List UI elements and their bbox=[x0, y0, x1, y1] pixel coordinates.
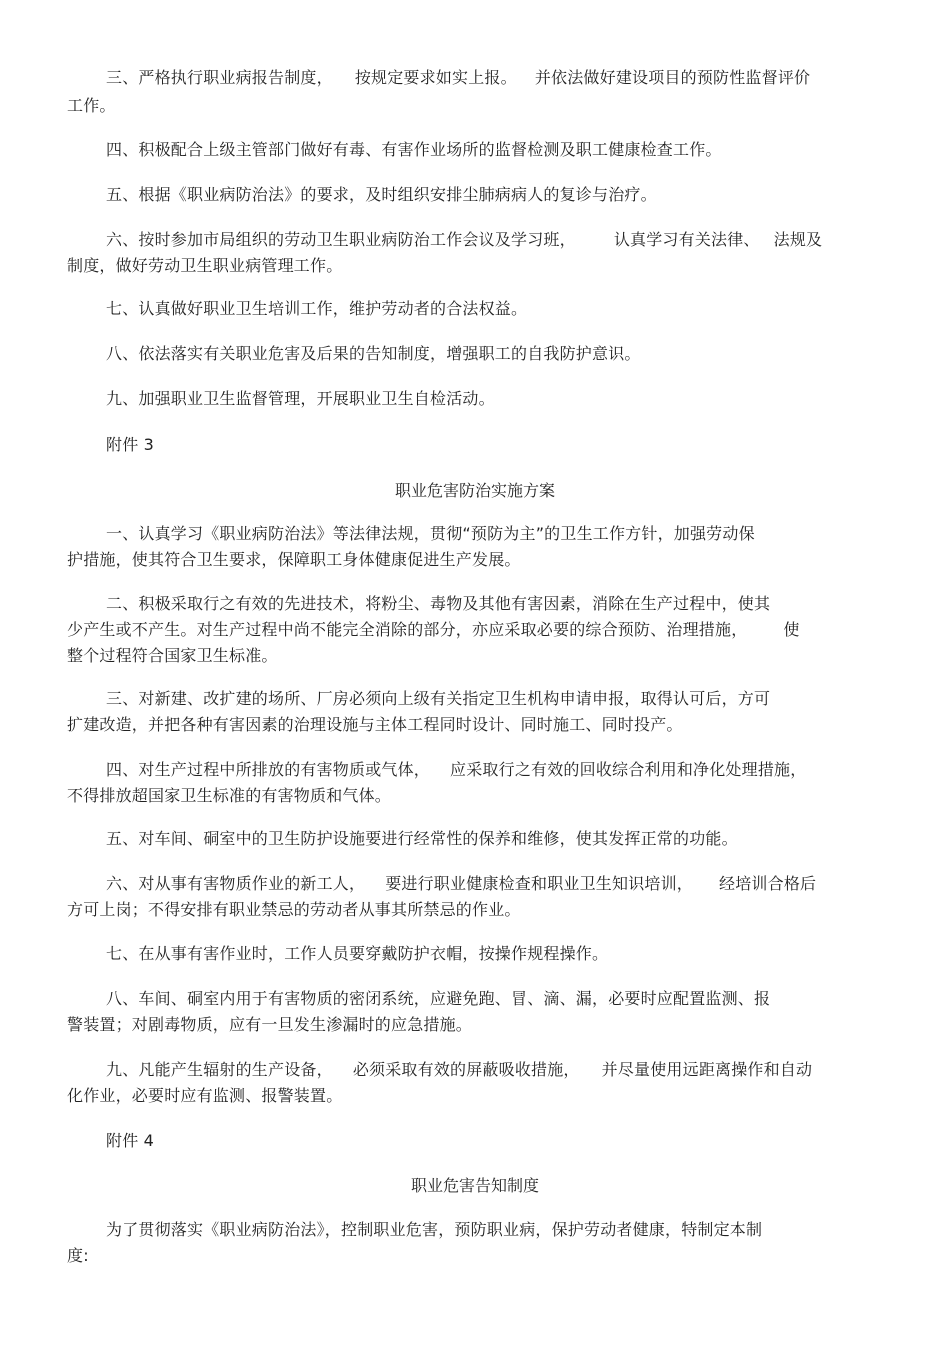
plan-item-3-line-2: 扩建改造，并把各种有害因素的治理设施与主体工程同时设计、同时施工、同时投产。 bbox=[67, 715, 683, 734]
item-4: 四、积极配合上级主管部门做好有毒、有害作业场所的监督检测及职工健康检查工作。 bbox=[106, 140, 722, 159]
item-3-line-1: 三、严格执行职业病报告制度， 按规定要求如实上报。 并依法做好建设项目的预防性监督评价 bbox=[106, 68, 811, 87]
plan-item-9-line-2: 化作业，必要时应有监测、报警装置。 bbox=[67, 1086, 343, 1105]
plan-item-5: 五、对车间、硐室中的卫生防护设施要进行经常性的保养和维修，使其发挥正常的功能。 bbox=[106, 829, 738, 848]
plan-item-6-line-1: 六、对从事有害物质作业的新工人， 要进行职业健康检查和职业卫生知识培训， 经培训合格后 bbox=[106, 874, 817, 893]
plan-item-7: 七、在从事有害作业时，工作人员要穿戴防护衣帽，按操作规程操作。 bbox=[106, 944, 609, 963]
item-6-line-2: 制度，做好劳动卫生职业病管理工作。 bbox=[67, 256, 343, 275]
item-9: 九、加强职业卫生监督管理，开展职业卫生自检活动。 bbox=[106, 389, 495, 408]
plan-item-2-line-3: 整个过程符合国家卫生标准。 bbox=[67, 646, 278, 665]
plan-item-4-line-2: 不得排放超国家卫生标准的有害物质和气体。 bbox=[67, 786, 392, 805]
item-5: 五、根据《职业病防治法》的要求，及时组织安排尘肺病病人的复诊与治疗。 bbox=[106, 185, 657, 204]
attachment-3-title: 职业危害防治实施方案 bbox=[394, 481, 555, 500]
attachment-4-label: 附件 4 bbox=[106, 1131, 155, 1150]
plan-item-1-line-2: 护措施，使其符合卫生要求，保障职工身体健康促进生产发展。 bbox=[67, 550, 521, 569]
intro-line-2: 度: bbox=[67, 1246, 89, 1265]
plan-item-6-line-2: 方可上岗；不得安排有职业禁忌的劳动者从事其所禁忌的作业。 bbox=[67, 900, 521, 919]
plan-item-8-line-2: 警装置；对剧毒物质，应有一旦发生渗漏时的应急措施。 bbox=[67, 1015, 473, 1034]
item-8: 八、依法落实有关职业危害及后果的告知制度，增强职工的自我防护意识。 bbox=[106, 344, 641, 363]
plan-item-1-line-1: 一、认真学习《职业病防治法》等法律法规，贯彻“预防为主”的卫生工作方针，加强劳动保 bbox=[106, 524, 755, 543]
plan-item-2-line-2: 少产生或不产生。对生产过程中尚不能完全消除的部分，亦应采取必要的综合预防、治理措施， 使 bbox=[67, 620, 800, 639]
item-7: 七、认真做好职业卫生培训工作，维护劳动者的合法权益。 bbox=[106, 299, 528, 318]
intro-line-1: 为了贯彻落实《职业病防治法》，控制职业危害，预防职业病，保护劳动者健康，特制定本制 bbox=[106, 1220, 763, 1239]
plan-item-3-line-1: 三、对新建、改扩建的场所、厂房必须向上级有关指定卫生机构申请申报，取得认可后，方可 bbox=[106, 689, 771, 708]
plan-item-2-line-1: 二、积极采取行之有效的先进技术，将粉尘、毒物及其他有害因素，消除在生产过程中，使其 bbox=[106, 594, 771, 613]
plan-item-4-line-1: 四、对生产过程中所排放的有害物质或气体， 应采取行之有效的回收综合利用和净化处理措施， bbox=[106, 760, 807, 779]
attachment-4-title: 职业危害告知制度 bbox=[410, 1176, 539, 1195]
plan-item-9-line-1: 九、凡能产生辐射的生产设备， 必须采取有效的屏蔽吸收措施， 并尽量使用远距离操作和自动 bbox=[106, 1060, 813, 1079]
item-3-line-2: 工作。 bbox=[67, 96, 116, 115]
plan-item-8-line-1: 八、车间、硐室内用于有害物质的密闭系统，应避免跑、冒、滴、漏，必要时应配置监测、报 bbox=[106, 989, 771, 1008]
item-6-line-1: 六、按时参加市局组织的劳动卫生职业病防治工作会议及学习班， 认真学习有关法律、 法规及 bbox=[106, 230, 823, 249]
attachment-3-label: 附件 3 bbox=[106, 435, 155, 454]
